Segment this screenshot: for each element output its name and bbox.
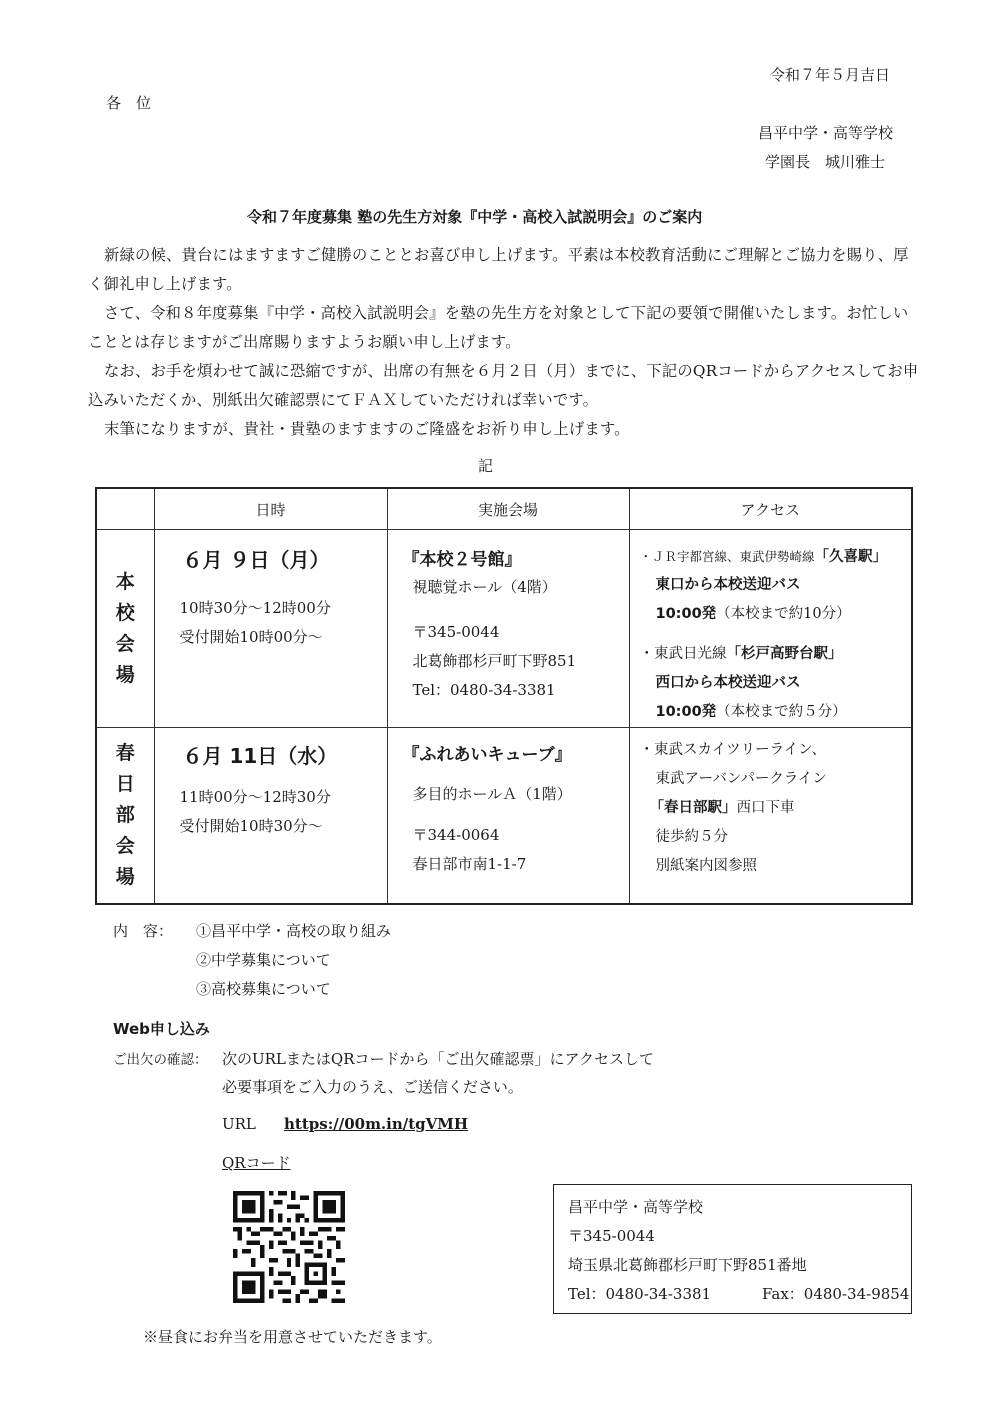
access-cell	[629, 728, 912, 904]
header-venue: 実施会場	[387, 488, 629, 530]
access-exit: 東口から本校送迎バス	[655, 577, 801, 593]
contact-fax: Fax：0480-34-9854	[762, 1285, 910, 1303]
reception-time: 受付開始10時00分～	[179, 628, 323, 646]
reception-time: 受付開始10時30分～	[179, 817, 323, 835]
access-departure: 10:00発（本校まで約５分）	[655, 704, 847, 720]
access-line: 徒歩約５分	[655, 829, 728, 845]
access-line: 東武アーバンパークライン	[655, 771, 827, 787]
paragraph-closing: 末筆になりますが、貴社・貴塾のますますのご隆盛をお祈り申し上げます。	[104, 420, 630, 438]
contents-item: ③高校募集について	[196, 980, 331, 998]
schedule-table	[95, 487, 913, 905]
header-blank	[96, 488, 154, 530]
paragraph-greeting: 新緑の候、貴台にはますますご健勝のこととお喜び申し上げます。平素は本校教育活動にご理解とご協力を賜り、厚く御礼申し上げます。	[88, 246, 909, 293]
contents-item: ②中学募集について	[196, 951, 331, 969]
table-row	[96, 728, 912, 904]
venue-zip: 〒344-0064	[412, 826, 500, 844]
document-title: 令和７年度募集 塾の先生方対象『中学・高校入試説明会』のご案内	[247, 208, 703, 226]
datetime-cell	[154, 530, 387, 728]
event-date: ６月 11日（水）	[182, 744, 338, 768]
event-date: ６月 ９日（月）	[182, 548, 330, 572]
qr-label: QRコード	[222, 1154, 291, 1172]
venue-cell	[387, 530, 629, 728]
contact-address: 埼玉県北葛飾郡杉戸町下野851番地	[568, 1256, 807, 1274]
venue-name: 『ふれあいキューブ』	[402, 745, 572, 765]
datetime-cell	[154, 728, 387, 904]
body-text	[88, 241, 920, 444]
header-access: アクセス	[629, 488, 912, 530]
contents-label: 内 容：	[113, 922, 174, 940]
event-time: 10時30分～12時00分	[179, 599, 331, 617]
school-name: 昌平中学・高等学校	[758, 124, 894, 142]
web-heading: Web申し込み	[113, 1020, 210, 1038]
contact-zip: 〒345-0044	[568, 1227, 655, 1245]
event-time: 11時00分～12時30分	[179, 788, 331, 806]
paragraph-request: なお、お手を煩わせて誠に恐縮ですが、出席の有無を６月２日（月）までに、下記のQRコードからアクセスしてお申込みいただくか、別紙出欠確認票にてＦＡＸしていただければ幸いです。	[88, 362, 919, 409]
venue-cell	[387, 728, 629, 904]
station-name: 「久喜駅」	[814, 549, 888, 565]
qr-code-image[interactable]	[233, 1191, 345, 1303]
lunch-footnote: ※昼食にお弁当を用意させていただきます。	[143, 1328, 442, 1346]
row-label-kasukabe: 春日部会場	[96, 728, 154, 904]
recipient: 各 位	[106, 94, 152, 112]
venue-address: 北葛飾郡杉戸町下野851	[412, 652, 577, 670]
venue-name: 『本校２号館』	[402, 550, 522, 570]
contents-item: ①昌平中学・高校の取り組み	[196, 922, 392, 940]
access-cell	[629, 530, 912, 728]
venue-room: 多目的ホールＡ（1階）	[412, 785, 572, 803]
access-exit: 西口から本校送迎バス	[655, 675, 801, 691]
issue-date: 令和７年５月吉日	[770, 66, 891, 84]
venue-tel: Tel：0480-34-3381	[412, 681, 556, 699]
application-url-link[interactable]: https://00m.in/tgVMH	[284, 1115, 469, 1133]
confirm-instruction: 必要事項をご入力のうえ、ご送信ください。	[222, 1078, 523, 1096]
venue-zip: 〒345-0044	[412, 623, 500, 641]
access-departure: 10:00発（本校まで約10分）	[655, 606, 851, 622]
contact-school: 昌平中学・高等学校	[568, 1198, 704, 1216]
table-row	[96, 530, 912, 728]
access-line: ・東武スカイツリーライン、	[639, 742, 826, 758]
confirm-label: ご出欠の確認：	[113, 1052, 208, 1068]
access-line: ・東武日光線	[639, 646, 727, 662]
access-line: ・ＪＲ宇都宮線、東武伊勢崎線	[639, 549, 815, 564]
venue-room: 視聴覚ホール（4階）	[412, 578, 557, 596]
contact-tel: Tel：0480-34-3381	[568, 1285, 712, 1303]
paragraph-announcement: さて、令和８年度募集『中学・高校入試説明会』を塾の先生方を対象として下記の要領で開催いたします。お忙しいこととは存じますがご出席賜りますようお願い申し上げます。	[88, 304, 909, 351]
access-item	[640, 640, 843, 669]
url-label: URL	[222, 1115, 256, 1133]
access-line: 別紙案内図参照	[655, 858, 757, 874]
sender-name: 学園長 城川雅士	[765, 153, 886, 171]
venue-address: 春日部市南1-1-7	[412, 855, 527, 873]
confirm-instruction: 次のURLまたはQRコードから「ご出欠確認票」にアクセスして	[222, 1050, 655, 1068]
station-name: 「春日部駅」	[649, 800, 737, 816]
table-header-row	[96, 488, 912, 530]
header-datetime: 日時	[154, 488, 387, 530]
row-label-main-campus: 本校会場	[96, 530, 154, 728]
access-item	[640, 542, 888, 572]
access-station-line: 「春日部駅」西口下車	[649, 800, 795, 816]
contact-box	[553, 1184, 912, 1314]
station-name: 「杉戸高野台駅」	[726, 646, 843, 662]
ki-label: 記	[478, 457, 494, 475]
